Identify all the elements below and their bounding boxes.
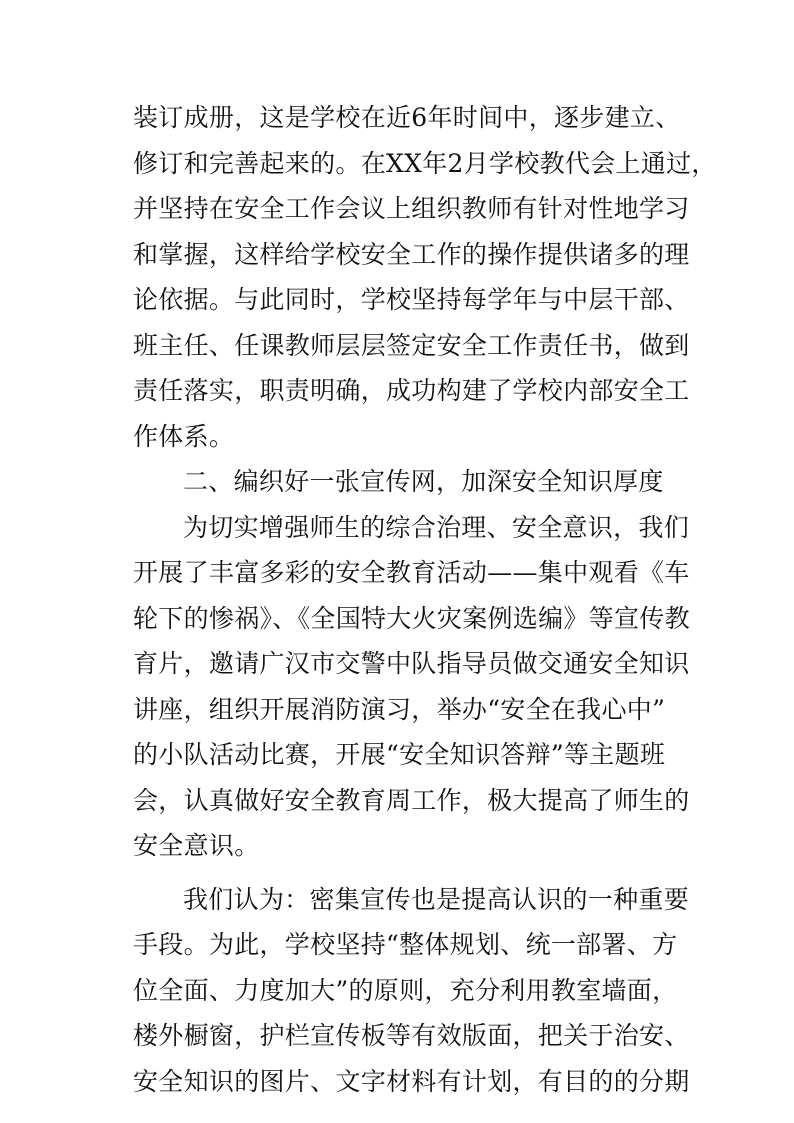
body-line: 手段。为此，学校坚持“整体规划、统一部署、方 <box>133 930 678 959</box>
body-line: 班主任、任课教师层层签定安全工作责任书，做到 <box>133 330 690 360</box>
body-line: 并坚持在安全工作会议上组织教师有针对性地学习 <box>133 194 690 223</box>
body-line: 责任落实，职责明确，成功构建了学校内部安全工 <box>133 376 690 405</box>
body-line: 位全面、力度加大”的原则，充分利用教室墙面， <box>133 975 678 1005</box>
body-line: 楼外橱窗，护栏宣传板等有效版面，把关于治安、 <box>133 1021 690 1050</box>
body-line: 和掌握，这样给学校安全工作的操作提供诸多的理 <box>133 239 690 269</box>
section-heading: 二、编织好一张宣传网，加深安全知识厚度 <box>183 467 664 496</box>
body-line: 作体系。 <box>133 421 235 451</box>
body-line: 开展了丰富多彩的安全教育活动——集中观看《车 <box>133 558 690 587</box>
body-line: 安全意识。 <box>133 831 260 860</box>
body-line: 安全知识的图片、文字材料有计划，有目的的分期 <box>133 1066 690 1096</box>
paragraph-gap <box>133 869 663 877</box>
body-line: 会，认真做好安全教育周工作，极大提高了师生的 <box>133 785 690 815</box>
body-line: 轮下的惨祸》、《全国特大火灾案例选编》等宣传教 <box>133 603 690 633</box>
body-line: 讲座，组织开展消防演习，举办“安全在我心中” <box>133 694 666 724</box>
paragraph-start-line: 为切实增强师生的综合治理、安全意识，我们 <box>183 512 690 542</box>
body-line: 的小队活动比赛，开展“安全知识答辩”等主题班 <box>133 740 666 769</box>
body-line: 修订和完善起来的。在XX年2月学校教代会上通过， <box>133 148 717 178</box>
body-line: 装订成册，这是学校在近6年时间中，逐步建立、 <box>133 103 681 132</box>
paragraph-start-line: 我们认为：密集宣传也是提高认识的一种重要 <box>183 884 690 914</box>
body-line: 论依据。与此同时，学校坚持每学年与中层干部、 <box>133 285 690 314</box>
document-body <box>133 95 717 1104</box>
body-line: 育片，邀请广汉市交警中队指导员做交通安全知识 <box>133 649 690 678</box>
